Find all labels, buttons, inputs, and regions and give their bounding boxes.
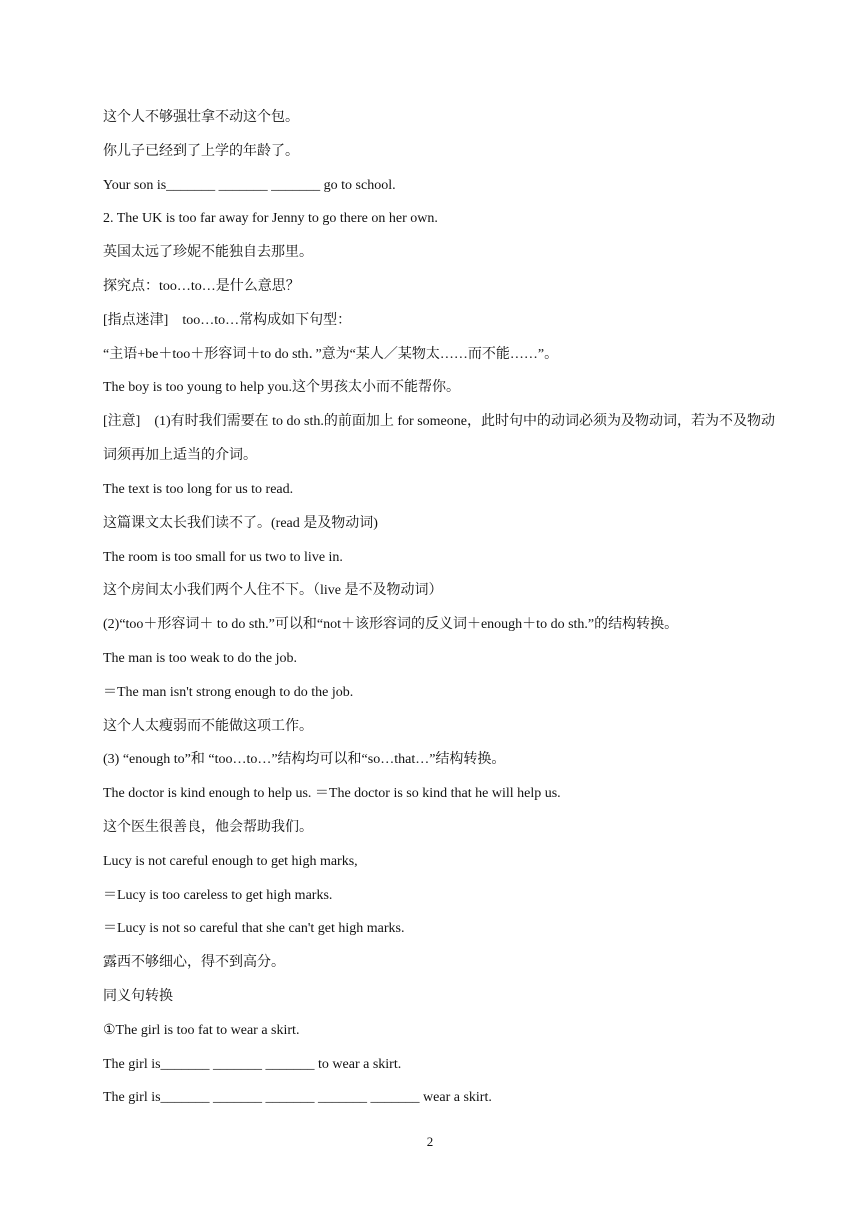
text-line: (3) “enough to”和 “too…to…”结构均可以和“so…that…”结构转换。: [103, 752, 506, 768]
text-line: 这个医生很善良，他会帮助我们。: [103, 819, 313, 835]
text-line: 这个人太瘦弱而不能做这项工作。: [103, 718, 313, 734]
text-line: The boy is too young to help you.这个男孩太小而不能帮你。: [103, 380, 460, 396]
text-line: ①The girl is too fat to wear a skirt.: [103, 1022, 300, 1038]
page-number: 2: [426, 1134, 434, 1149]
text-line: 2. The UK is too far away for Jenny to go there on her own.: [103, 211, 438, 227]
text-line: The doctor is kind enough to help us. ＝The doctor is so kind that he will help us.: [103, 786, 561, 802]
text-line: The text is too long for us to read.: [103, 481, 294, 497]
text-line: The girl is_______ _______ _______ _______ _______ wear a skirt.: [103, 1090, 492, 1106]
text-line: The man is too weak to do the job.: [103, 650, 298, 666]
text-line: 探究点：too…to…是什么意思？: [103, 278, 300, 294]
text-line: 同义句转换: [103, 988, 173, 1004]
page-content: [103, 108, 783, 1122]
text-line-note: [注意] (1)有时我们需要在 to do sth.的前面加上 for someone，此时句中的动词必须为及物动词，若为不及物动词须再加上适当的介词。: [103, 414, 775, 464]
text-line: (2)“too＋形容词＋ to do sth.”可以和“not＋该形容词的反义词＋enough＋to do sth.”的结构转换。: [103, 617, 679, 633]
text-line: 这个房间太小我们两个人住不下。（live 是不及物动词）: [103, 583, 443, 599]
text-line: 英国太远了珍妮不能独自去那里。: [103, 245, 313, 261]
text-line: 你儿子已经到了上学的年龄了。: [103, 143, 299, 159]
text-line: The girl is_______ _______ _______ to wear a skirt.: [103, 1056, 402, 1072]
text-line: ＝Lucy is too careless to get high marks.: [103, 887, 333, 903]
text-line: ＝The man isn't strong enough to do the job.: [103, 684, 354, 700]
text-line: The room is too small for us two to live in.: [103, 549, 343, 565]
text-line: ＝Lucy is not so careful that she can't get high marks.: [103, 921, 405, 937]
text-line: [指点迷津] too…to…常构成如下句型：: [103, 312, 352, 328]
text-line: Your son is_______ _______ _______ go to school.: [103, 177, 396, 193]
text-line: Lucy is not careful enough to get high marks,: [103, 853, 358, 869]
text-line: 这篇课文太长我们读不了。(read 是及物动词): [103, 515, 378, 531]
text-line: 露西不够细心，得不到高分。: [103, 955, 285, 971]
text-line: 这个人不够强壮拿不动这个包。: [103, 110, 299, 125]
text-line: “主语+be＋too＋形容词＋to do sth．”意为“某人／某物太……而不能……”。: [103, 346, 559, 362]
